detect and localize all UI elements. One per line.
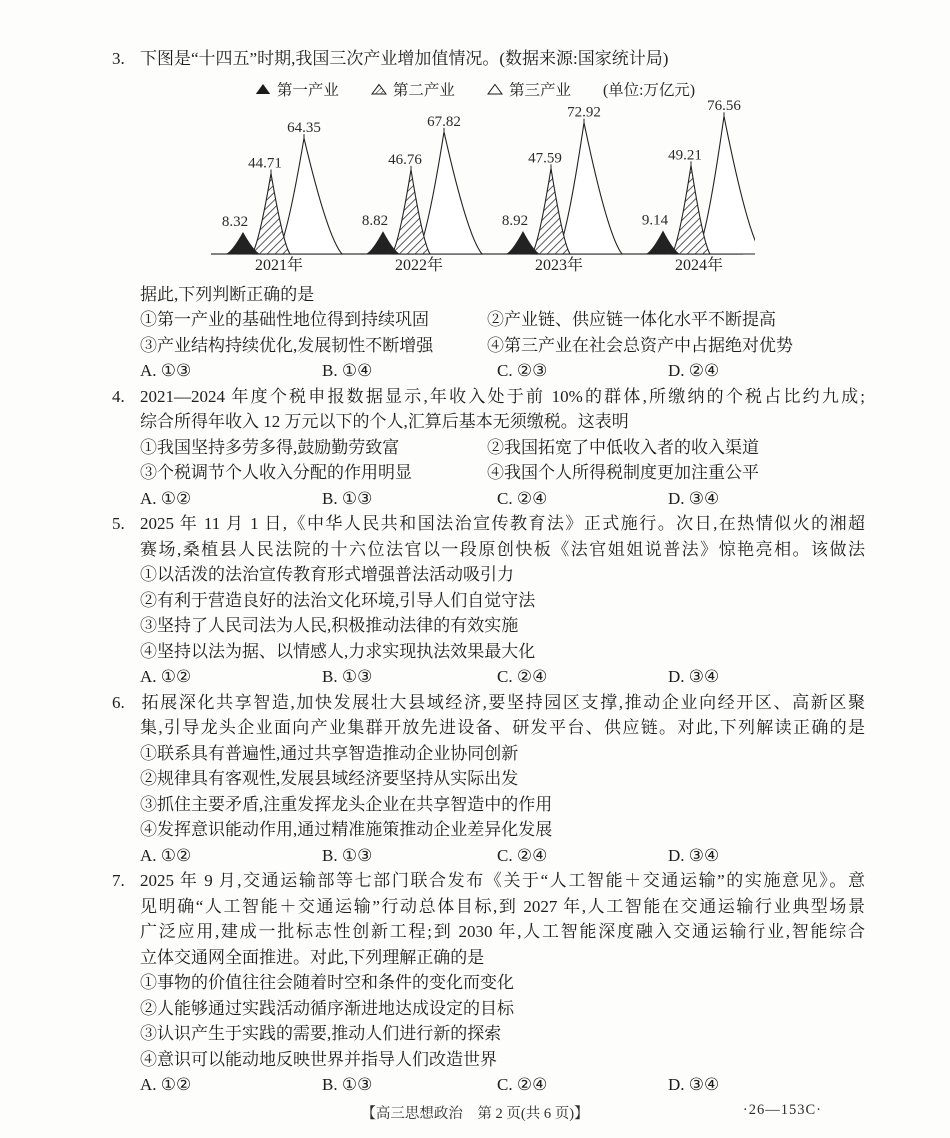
question-stem-line: 广泛应用,建成一批标志性创新工程;到 2030 年,人工智能深度融入交通运输行业,智能综合 (140, 922, 865, 941)
svg-text:8.32: 8.32 (221, 213, 249, 230)
question-number: 4. (112, 386, 125, 406)
svg-text:2022年: 2022年 (394, 256, 444, 274)
legend-label: 第一产业 (276, 81, 339, 99)
answer-c: C. ②③ (497, 361, 548, 380)
svg-text:9.14: 9.14 (641, 212, 669, 229)
hatched-triangle-icon (371, 83, 387, 95)
answer-a: A. ①② (140, 1075, 192, 1094)
legend-item-third-industry (487, 78, 571, 100)
option-2: ②产业链、供应链一体化水平不断提高 (487, 310, 776, 329)
footer-paper-code: ·26—153C· (742, 1102, 822, 1118)
answers-row (112, 358, 865, 384)
option-4: ④我国个人所得税制度更加注重公平 (487, 463, 759, 482)
question-5 (112, 511, 865, 690)
options-row (112, 435, 865, 461)
peaks-chart-svg (195, 100, 755, 276)
option-line: ④发挥意识能动作用,通过精准施策推动企业差异化发展 (140, 820, 553, 839)
option-1: ①第一产业的基础性地位得到持续巩固 (140, 310, 429, 329)
question-3 (112, 46, 865, 384)
svg-text:8.92: 8.92 (501, 212, 529, 229)
answers-row (112, 843, 865, 869)
answer-d: D. ③④ (668, 667, 720, 686)
svg-text:67.82: 67.82 (427, 113, 461, 130)
answer-a: A. ①② (140, 488, 192, 508)
question-stem-line: 见明确“人工智能＋交通运输”行动总体目标,到 2027 年,人工智能在交通运输行业典型场景 (140, 896, 865, 916)
legend-label: 第三产业 (508, 81, 571, 99)
question-stem-line (112, 690, 865, 716)
answer-d: D. ③④ (668, 488, 720, 508)
option-1: ①我国坚持多劳多得,鼓励勤劳致富 (140, 437, 400, 457)
option-line: ②规律具有客观性,发展县域经济要坚持从实际出发 (140, 769, 519, 788)
option-line: ③抓住主要矛盾,注重发挥龙头企业在共享智造中的作用 (140, 794, 553, 814)
options-row (112, 333, 865, 359)
answer-c: C. ②④ (497, 488, 548, 508)
stem-text: 下图是“十四五”时期,我国三次产业增加值情况。(数据来源:国家统计局) (140, 49, 669, 68)
question-stem-line (112, 46, 865, 72)
answer-c: C. ②④ (497, 1075, 548, 1094)
option-line: ①事物的价值往往会随着时空和条件的变化而变化 (140, 973, 514, 992)
stem-text: 2025 年 11 月 1 日,《中华人民共和国法治宣传教育法》正式施行。次日,在热情似火的湘超 (140, 514, 865, 533)
option-line: ④坚持以法为据、以情感人,力求实现执法效果最大化 (140, 641, 536, 661)
svg-text:76.56: 76.56 (707, 99, 741, 114)
svg-text:2023年: 2023年 (534, 256, 584, 274)
option-line: ③认识产生于实践的需要,推动人们进行新的探索 (140, 1024, 502, 1043)
legend-label: 第二产业 (392, 81, 455, 99)
svg-text:44.71: 44.71 (248, 155, 282, 172)
option-3: ③产业结构持续优化,发展韧性不断增强 (140, 335, 434, 355)
answer-b: B. ①③ (322, 488, 373, 508)
filled-triangle-icon (255, 83, 271, 95)
question-number: 5. (112, 514, 125, 533)
answer-b: B. ①③ (322, 1075, 373, 1094)
svg-text:64.35: 64.35 (287, 119, 321, 136)
legend-item-first-industry (255, 78, 339, 100)
question-stem-line (112, 868, 865, 894)
legend-item-second-industry (371, 78, 455, 100)
option-line: ①联系具有普遍性,通过共享智造推动企业协同创新 (140, 743, 519, 763)
question-7 (112, 868, 865, 1098)
option-2: ②我国拓宽了中低收入者的收入渠道 (487, 437, 759, 457)
option-line: ④意识可以能动地反映世界并指导人们改造世界 (140, 1049, 497, 1069)
svg-text:46.76: 46.76 (388, 151, 422, 168)
answer-a: A. ①② (140, 845, 192, 865)
answer-c: C. ②④ (497, 845, 548, 865)
post-chart-line: 据此,下列判断正确的是 (140, 284, 315, 304)
answers-row (112, 664, 865, 690)
svg-text:2021年: 2021年 (254, 256, 304, 274)
question-stem-line (112, 511, 865, 537)
svg-text:49.21: 49.21 (668, 146, 702, 163)
question-number: 3. (112, 49, 125, 68)
svg-text:47.59: 47.59 (528, 149, 562, 166)
option-4: ④第三产业在社会总资产中占据绝对优势 (487, 335, 793, 355)
answer-b: B. ①③ (322, 667, 373, 686)
industry-value-chart (195, 78, 755, 276)
option-line: ①以活泼的法治宣传教育形式增强普法活动吸引力 (140, 565, 514, 584)
svg-text:8.82: 8.82 (361, 212, 389, 229)
stem-text: 2025 年 9 月,交通运输部等七部门联合发布《关于“人工智能＋交通运输”的实施意见》。意 (140, 871, 865, 890)
outline-triangle-icon (487, 83, 503, 95)
answer-d: D. ③④ (668, 1075, 720, 1094)
answer-b: B. ①③ (322, 845, 373, 865)
question-number: 7. (112, 871, 125, 890)
options-row (112, 307, 865, 333)
question-stem-line: 立体交通网全面推进。对此,下列理解正确的是 (140, 947, 485, 967)
footer-page-title: 【高三思想政治 第 2 页(共 6 页)】 (361, 1106, 589, 1122)
answer-a: A. ①③ (140, 361, 192, 380)
question-stem-line: 集,引导龙头企业面向产业集群开放先进设备、研发平台、供应链。对此,下列解读正确的是 (140, 718, 865, 737)
question-stem-line: 综合所得年收入 12 万元以下的个人,汇算后基本无须缴税。这表明 (140, 412, 629, 431)
chart-unit-label: (单位:万亿元) (602, 81, 696, 99)
options-row (112, 460, 865, 486)
option-line: ②人能够通过实践活动循序渐进地达成设定的目标 (140, 998, 514, 1018)
answer-d: D. ③④ (668, 845, 720, 865)
question-4 (112, 384, 865, 512)
question-stem-line: 赛场,桑植县人民法院的十六位法官以一段原创快板《法官姐姐说普法》惊艳亮相。该做法 (140, 539, 865, 559)
question-stem-line (112, 384, 865, 410)
answer-b: B. ①④ (322, 361, 373, 380)
question-6 (112, 690, 865, 869)
option-line: ③坚持了人民司法为人民,积极推动法律的有效实施 (140, 616, 519, 635)
stem-text: 2021—2024 年度个税申报数据显示,年收入处于前 10%的群体,所缴纳的个税占比约九成; (140, 386, 865, 406)
stem-text: 拓展深化共享智造,加快发展壮大县域经济,要坚持园区支撑,推动企业向经开区、高新区聚 (140, 692, 865, 712)
answers-row (112, 1072, 865, 1098)
option-line: ②有利于营造良好的法治文化环境,引导人们自觉守法 (140, 590, 536, 610)
svg-text:72.92: 72.92 (567, 104, 601, 121)
svg-text:2024年: 2024年 (674, 256, 724, 274)
answer-a: A. ①② (140, 667, 192, 686)
answers-row (112, 486, 865, 512)
exam-page-content (112, 46, 865, 1098)
answer-d: D. ②④ (668, 361, 720, 380)
answer-c: C. ②④ (497, 667, 548, 686)
option-3: ③个税调节个人收入分配的作用明显 (140, 463, 412, 482)
question-number: 6. (112, 692, 125, 712)
chart-legend (195, 78, 755, 100)
